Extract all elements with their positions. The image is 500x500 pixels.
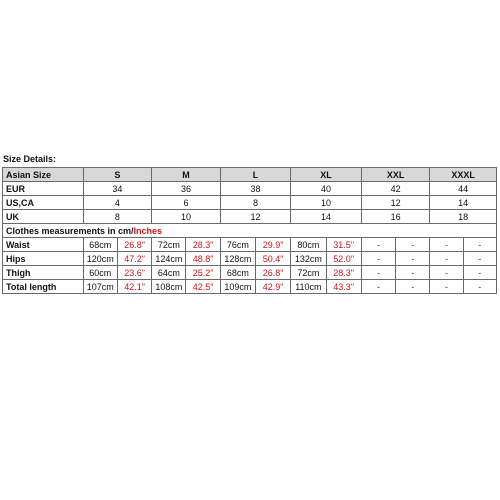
measurement-cm-cell: 108cm [152, 280, 186, 294]
measurement-inch-cell: 47.2" [117, 252, 151, 266]
header-label: Asian Size [3, 168, 84, 182]
measurement-cm-cell: 80cm [291, 238, 326, 252]
measurement-inch-cell: 42.5" [186, 280, 220, 294]
size-header-l: L [220, 168, 291, 182]
measurement-cm-cell: 76cm [220, 238, 255, 252]
measurement-inch-cell: 31.5" [326, 238, 361, 252]
conversion-cell: 36 [152, 182, 221, 196]
conversion-row [3, 182, 497, 196]
measurement-cm-cell: - [361, 238, 395, 252]
measurement-cm-cell: - [430, 280, 463, 294]
size-header-xxl: XXL [361, 168, 430, 182]
measurement-row [3, 252, 497, 266]
conversion-cell: 8 [220, 196, 291, 210]
measurement-inch-cell: - [396, 266, 430, 280]
measurement-inch-cell: 50.4" [255, 252, 290, 266]
measurement-inch-cell: 26.8" [255, 266, 290, 280]
measurement-inch-cell: 28.3" [186, 238, 220, 252]
conversion-cell: 14 [291, 210, 362, 224]
measurement-cm-cell: 110cm [291, 280, 326, 294]
conversion-cell: 12 [361, 196, 430, 210]
measurement-cm-cell: 64cm [152, 266, 186, 280]
measurement-cm-cell: 72cm [152, 238, 186, 252]
measurement-inch-cell: - [396, 238, 430, 252]
measurement-cm-cell: 68cm [220, 266, 255, 280]
measurement-cm-cell: 120cm [83, 252, 117, 266]
measurement-inch-cell: 48.8" [186, 252, 220, 266]
conversion-cell: 40 [291, 182, 362, 196]
size-header-xxxl: XXXL [430, 168, 497, 182]
measurement-cm-cell: 132cm [291, 252, 326, 266]
measurement-inch-cell: - [463, 238, 496, 252]
measurement-inch-cell: 28.3" [326, 266, 361, 280]
conversion-cell: 4 [83, 196, 152, 210]
conversion-row [3, 196, 497, 210]
size-header-xl: XL [291, 168, 362, 182]
measurement-inch-cell: 43.3" [326, 280, 361, 294]
conversion-cell: 10 [291, 196, 362, 210]
measurements-title-prefix: Clothes measurements in cm/ [6, 225, 134, 236]
measurement-row-label: Total length [3, 280, 84, 294]
measurement-inch-cell: 25.2" [186, 266, 220, 280]
conversion-cell: 38 [220, 182, 291, 196]
conversion-cell: 42 [361, 182, 430, 196]
measurement-inch-cell: 52.0" [326, 252, 361, 266]
measurement-inch-cell: 26.8" [117, 238, 151, 252]
size-header-s: S [83, 168, 152, 182]
measurement-cm-cell: - [361, 266, 395, 280]
measurement-cm-cell: 72cm [291, 266, 326, 280]
measurement-cm-cell: - [361, 280, 395, 294]
measurement-cm-cell: 124cm [152, 252, 186, 266]
measurements-section-row [3, 224, 497, 238]
conversion-cell: 10 [152, 210, 221, 224]
measurement-cm-cell: - [430, 266, 463, 280]
measurement-inch-cell: - [396, 252, 430, 266]
measurement-inch-cell: - [463, 280, 496, 294]
size-chart-table [2, 167, 497, 294]
measurement-cm-cell: 109cm [220, 280, 255, 294]
conversion-cell: 16 [361, 210, 430, 224]
conversion-cell: 12 [220, 210, 291, 224]
measurement-inch-cell: 42.9" [255, 280, 290, 294]
size-details-title: Size Details: [3, 154, 57, 164]
size-header-row [3, 168, 497, 182]
measurement-inch-cell: - [463, 266, 496, 280]
measurement-row [3, 280, 497, 294]
measurement-cm-cell: - [430, 238, 463, 252]
measurement-row-label: Waist [3, 238, 84, 252]
measurement-cm-cell: - [361, 252, 395, 266]
measurement-row-label: Hips [3, 252, 84, 266]
measurements-title-highlight: Inches [133, 225, 163, 236]
conversion-row [3, 210, 497, 224]
measurement-cm-cell: 60cm [83, 266, 117, 280]
conversion-cell: 14 [430, 196, 497, 210]
measurement-row [3, 266, 497, 280]
measurement-row-label: Thigh [3, 266, 84, 280]
measurement-inch-cell: 42.1" [117, 280, 151, 294]
conversion-row-label: UK [3, 210, 84, 224]
measurement-inch-cell: 23.6" [117, 266, 151, 280]
size-chart-body [3, 168, 497, 294]
size-header-m: M [152, 168, 221, 182]
conversion-cell: 8 [83, 210, 152, 224]
measurement-cm-cell: 68cm [83, 238, 117, 252]
measurement-row [3, 238, 497, 252]
conversion-cell: 18 [430, 210, 497, 224]
measurement-cm-cell: - [430, 252, 463, 266]
measurement-inch-cell: 29.9" [255, 238, 290, 252]
measurement-cm-cell: 128cm [220, 252, 255, 266]
conversion-cell: 6 [152, 196, 221, 210]
measurement-cm-cell: 107cm [83, 280, 117, 294]
conversion-cell: 44 [430, 182, 497, 196]
measurements-section-title [3, 224, 497, 238]
conversion-row-label: US,CA [3, 196, 84, 210]
measurement-inch-cell: - [463, 252, 496, 266]
conversion-cell: 34 [83, 182, 152, 196]
conversion-row-label: EUR [3, 182, 84, 196]
measurement-inch-cell: - [396, 280, 430, 294]
